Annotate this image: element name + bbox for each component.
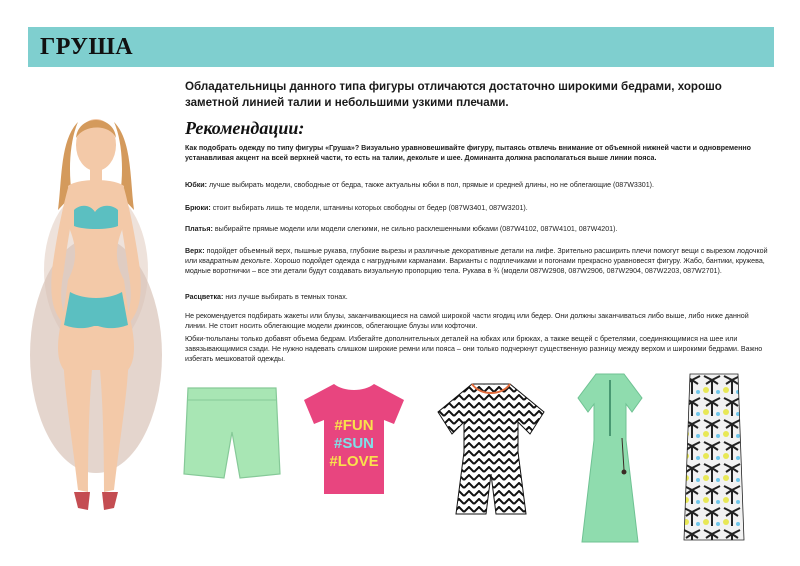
left-shoe xyxy=(74,492,90,510)
trousers-text: стоит выбирать лишь те модели, штанины которых свободны от бедер (087W3401, 087W3201). xyxy=(212,204,528,212)
colors-label: Расцветка: xyxy=(185,293,224,301)
dresses-text: выбирайте прямые модели или модели слегкими, не сильно расклешенными юбками (087W4102, 087W4101, 087W4201). xyxy=(214,225,618,233)
colors-text: низ лучше выбирать в темных тонах. xyxy=(225,293,348,301)
avoid-advice-1: Не рекомендуется подбирать жакеты или блузы, заканчивающиеся на самой широкой части ягодиц или бедер. Они должны заканчиваться либо выше, либо ниже данной линии. Не стоит носить облегающие модели джинсов, облегающие блузы или кофточки. xyxy=(185,312,749,330)
shorts-shape xyxy=(184,388,280,478)
avoid-advice-2: Юбки-тюльпаны только добавят объема бедрам. Избегайте дополнительных деталей на юбках или брюках, а также вещей с бретелями, соединяющимися на шее или завязывающимися сзади. Не нужно надевать слишком широкие ремни или пояса – они только подчеркнут существенную разницу между верхом и широкими бедрами. Важно избегать мешковатой одежды. xyxy=(185,335,763,363)
trousers-label: Брюки: xyxy=(185,204,211,212)
header-band xyxy=(28,27,774,67)
skirt-shape xyxy=(684,374,744,540)
neck xyxy=(90,166,102,182)
top-advice xyxy=(185,246,770,276)
page-title: ГРУША xyxy=(40,34,134,60)
skirts-advice xyxy=(185,180,770,190)
skirts-text: лучше выбирать модели, свободные от бедра, также актуальны юбки в пол, прямые и средней длины, но не облегающие (087W3301). xyxy=(208,181,655,189)
tshirt-product-image xyxy=(300,378,408,498)
skirts-label: Юбки: xyxy=(185,181,207,189)
romper-product-image xyxy=(434,378,548,518)
colors-advice xyxy=(185,292,770,302)
right-shoe xyxy=(102,492,118,510)
top-text: подойдет объемный верх, пышные рукава, глубокие вырезы и различные декоративные детали на лифе. Зрительно расширить плечи помогут вещи с вырезом лодочкой или квадратным декольте. Хорошо подойдет одежда с нагрудными карманами. Варианты с подплечиками и погонами прекрасно уравновесят фигуру. Жабо, бантики, кружева, модные воротнички – все эти детали будут создавать визуальную пропорцию тела. Рукава в ¾ (модели 087W2908, 087W2906, 087W2904, 087W2203, 087W2701). xyxy=(185,247,768,275)
tshirt-print-line2: #SUN xyxy=(333,435,375,452)
dresses-advice xyxy=(185,224,770,234)
dresses-label: Платья: xyxy=(185,225,213,233)
palm-skirt-product-image xyxy=(682,372,746,542)
shorts-product-image xyxy=(180,384,284,484)
pear-figure-illustration xyxy=(18,100,178,520)
top-label: Верх: xyxy=(185,247,205,255)
dress-tassel xyxy=(622,470,627,475)
trousers-advice xyxy=(185,203,770,213)
general-advice: Как подобрать одежду по типу фигуры «Груша»? Визуально уравновешивайте фигуру, пытаясь отвлечь внимание от объемной нижней части и одновременно устанавливая акцент на всей верхней части, то есть на талии, декольте и шее. Доминанта должна располагаться выше линии пояса. xyxy=(185,144,751,162)
recommendations-heading: Рекомендации: xyxy=(185,118,305,138)
green-dress-product-image xyxy=(570,370,650,546)
romper-shape xyxy=(438,384,544,514)
intro-text: Обладательницы данного типа фигуры отличаются достаточно широкими бедрами, хорошо заметной линией талии и небольшими узкими плечами. xyxy=(185,80,722,109)
tshirt-print-line3: #LOVE xyxy=(329,453,379,470)
tshirt-print-line1: #FUN xyxy=(334,417,374,434)
